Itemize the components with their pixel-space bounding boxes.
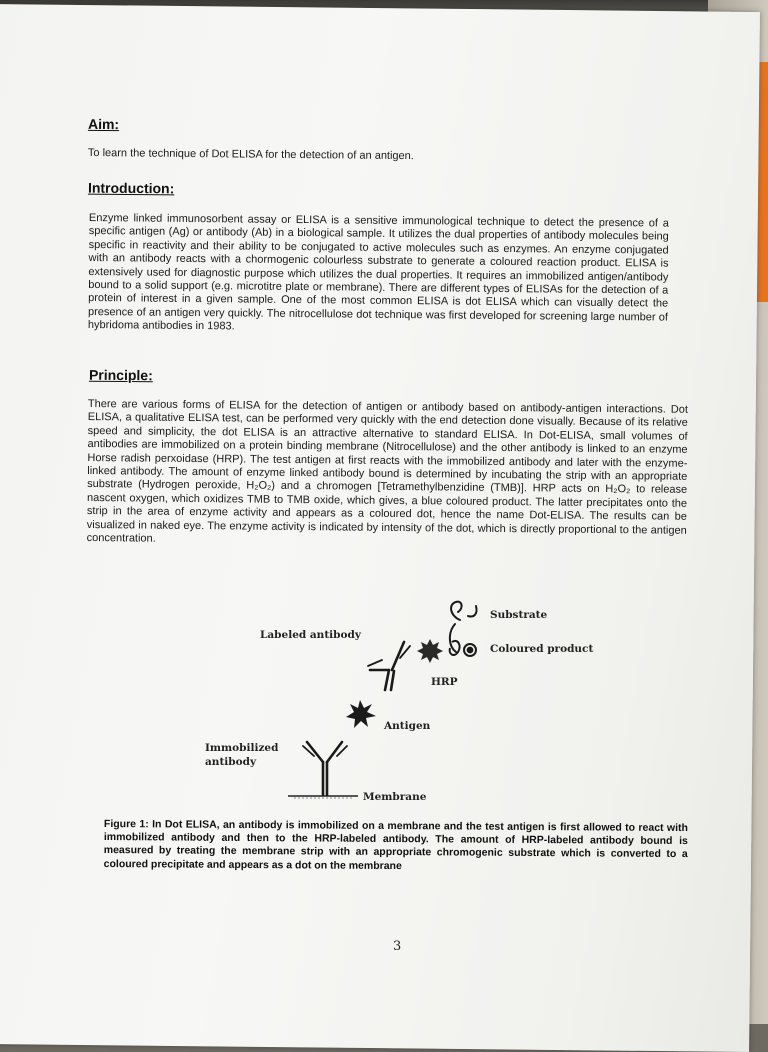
figure-caption: Figure 1: In Dot ELISA, an antibody is immobilized on a membrane and the test antigen is first allowed to react with immobilized antibody and then to the HRP-labeled antibody. The amount of HRP-labeled antibody bound is measured by treating the membrane strip with an appropriate chromogenic substrate which is converted to a coloured precipitate and appears as a dot on the membrane <box>103 818 688 872</box>
principle-heading: Principle: <box>88 366 153 384</box>
antigen-icon <box>346 700 376 728</box>
immobilized-antibody-label: Immobilized antibody <box>205 742 279 768</box>
labeled-antibody-label: Labeled antibody <box>260 629 361 641</box>
hrp-label: HRP <box>431 676 458 688</box>
aim-text: To learn the technique of Dot ELISA for the detection of an antigen. <box>87 147 414 163</box>
antigen-label: Antigen <box>384 720 431 732</box>
membrane-label: Membrane <box>363 791 427 803</box>
aim-heading: Aim: <box>87 115 120 133</box>
coloured-product-label: Coloured product <box>490 643 594 655</box>
principle-text: There are various forms of ELISA for the detection of antigen or antibody based on antibody-antigen interactions. Dot ELISA, a qualitative ELISA test, can be performed very quickly with the end detection done visually. Because of its relative speed and simplicity, the dot ELISA is an attractive alternative to standard ELISA. In Dot-ELISA, small volumes of antibodies are immobilized on a protein binding membrane (Nitrocellulose) and the other antibody is linked to an enzyme Horse radish perxoidase (HRP). The test antigen at first reacts with the immobilized antibody and later with the enzyme-linked antibody. The amount of enzyme linked antibody bound is determined by incubating the strip with an appropriate substrate (Hydrogen peroxide, H₂O₂) and a chromogen [Tetramethylbenzidine (TMB)]. HRP acts on H₂O₂ to release nascent oxygen, which oxidizes TMB to TMB oxide, which gives, a blue coloured product. The latter precipitates onto the strip in the area of enzyme activity and appears as a coloured dot, hence the name Dot-ELISA. The results can be visualized in naked eye. The enzyme activity is indicated by intensity of the dot, which is directly proportional to the antigen concentration. <box>86 398 688 545</box>
introduction-text: Enzyme linked immunosorbent assay or ELISA is a sensitive immunological technique to detect the presence of a specific antigen (Ag) or antibody (Ab) in a biological sample. It utilizes the dual properties of antibody molecules being specific in reactivity and their ability to be conjugated to active molecules such as enzymes. An enzyme conjugated with an antibody reacts with a chormogenic colourless substrate to generate a coloured reaction product. ELISA is extensively used for diagnostic purpose which utilizes the dual properties. It requires an immobilized antigen/antibody bound to a solid support (e.g. microtitre plate or membrane). There are different types of ELISAs for the detection of a protein of interest in a given sample. One of the most common ELISA is dot ELISA which can visually detect the presence of an antigen very quickly. The nitrocellulose dot technique was first developed for screening large number of hybridoma antibodies in 1983. <box>87 212 669 333</box>
hrp-enzyme-icon <box>417 639 443 663</box>
immobilized-antibody-icon <box>303 742 347 795</box>
labeled-antibody-icon <box>368 642 410 690</box>
page-number: 3 <box>393 939 402 954</box>
introduction-heading: Introduction: <box>87 179 175 197</box>
substrate-label: Substrate <box>490 609 548 621</box>
